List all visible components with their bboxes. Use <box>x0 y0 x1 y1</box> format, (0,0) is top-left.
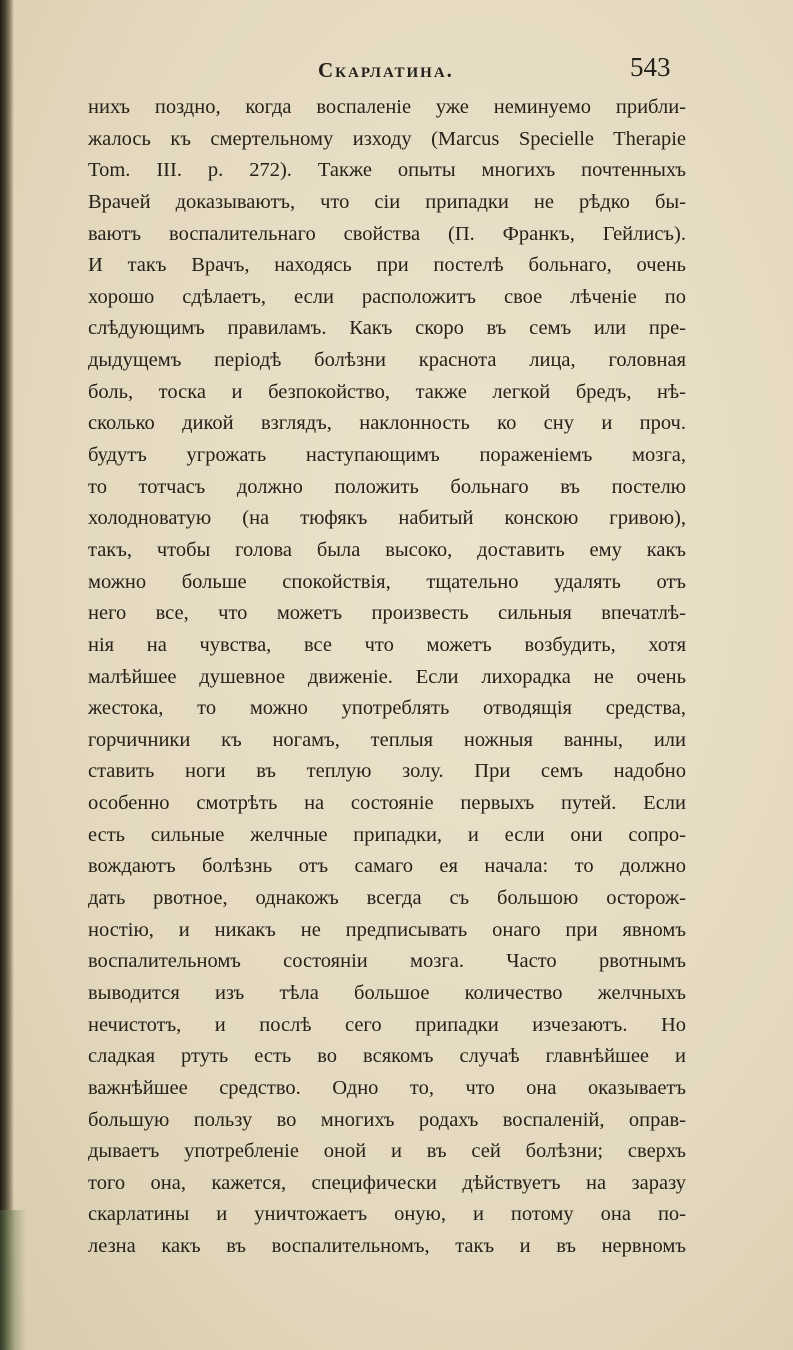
body-text <box>88 92 686 1263</box>
text-line: воспалительномъ состояніи мозга. Часто рвотнымъ <box>88 950 686 973</box>
text-line: ставить ноги въ теплую золу. При семъ надобно <box>88 760 686 783</box>
text-line: холодноватую (на тюфякъ набитый конскою гривою), <box>88 507 686 530</box>
text-line: вождаютъ болѣзнь отъ самаго ея начала: то должно <box>88 855 686 878</box>
text-line: малѣйшее душевное движеніе. Если лихорадка не очень <box>88 665 686 688</box>
text-line: большую пользу во многихъ родахъ воспаленій, оправ- <box>88 1108 686 1131</box>
text-line: нія на чувства, все что можетъ возбудить, хотя <box>88 633 686 656</box>
text-line: Врачей доказываютъ, что сіи припадки не рѣдко бы- <box>88 190 686 213</box>
text-line: особенно смотрѣть на состояніе первыхъ путей. Если <box>88 792 686 815</box>
text-line: лезна какъ въ воспалительномъ, такъ и въ нервномъ <box>88 1235 686 1258</box>
text-line: жалось къ смертельному изходу (Marcus Speсielle Therapie <box>88 127 686 150</box>
text-line: дыдущемъ періодѣ болѣзни краснота лица, головная <box>88 349 686 372</box>
page-number: 543 <box>630 52 671 82</box>
text-line: есть сильные желчные припадки, и если они сопро- <box>88 823 686 846</box>
text-line: то тотчасъ должно положить больнаго въ постелю <box>88 475 686 498</box>
text-line: нихъ поздно, когда воспаленіе уже неминуемо прибли- <box>88 96 686 118</box>
text-line: выводится изъ тѣла большое количество желчныхъ <box>88 981 686 1004</box>
text-line: дываетъ употребленіе оной и въ сей болѣзни; сверхъ <box>88 1140 686 1163</box>
text-line: такъ, чтобы голова была высоко, доставить ему какъ <box>88 538 686 561</box>
text-line: можно больше спокойствія, тщательно удалять отъ <box>88 570 686 593</box>
text-line: нечистотъ, и послѣ сего припадки изчезаютъ. Но <box>88 1013 686 1036</box>
text-line: Tom. III. p. 272). Также опыты многихъ почтенныхъ <box>88 159 686 182</box>
text-line: него все, что можетъ произвесть сильныя впечатлѣ- <box>88 602 686 625</box>
text-line: будутъ угрожать наступающимъ пораженіемъ мозга, <box>88 444 686 467</box>
text-line: хорошо сдѣлаетъ, если расположитъ свое лѣченіе по <box>88 285 686 308</box>
page-header <box>0 52 793 92</box>
text-line: горчичники къ ногамъ, теплыя ножныя ванны, или <box>88 728 686 751</box>
binding-stain <box>0 1210 26 1350</box>
text-line: жестока, то можно употреблять отводящія средства, <box>88 697 686 720</box>
text-line: И такъ Врачъ, находясь при постелѣ больнаго, очень <box>88 254 686 277</box>
text-line: ностію, и никакъ не предписывать онаго при явномъ <box>88 918 686 941</box>
binding-shadow <box>0 0 14 1350</box>
text-line: дать рвотное, однакожъ всегда съ большою осторож- <box>88 887 686 910</box>
text-line: боль, тоска и безпокойство, также легкой бредъ, нѣ- <box>88 380 686 403</box>
text-line: сладкая ртуть есть во всякомъ случаѣ главнѣйшее и <box>88 1045 686 1068</box>
text-line: слѣдующимъ правиламъ. Какъ скоро въ семъ или пре- <box>88 317 686 340</box>
text-line: сколько дикой взглядъ, наклонность ко сну и проч. <box>88 412 686 435</box>
running-title: Скарлатина. <box>318 58 454 82</box>
text-line: важнѣйшее средство. Одно то, что она оказываетъ <box>88 1076 686 1099</box>
text-line: скарлатины и уничтожаетъ оную, и потому она по- <box>88 1203 686 1226</box>
text-line: того она, кажется, специфически дѣйствуетъ на заразу <box>88 1171 686 1194</box>
text-line: ваютъ воспалительнаго свойства (П. Франкъ, Гейлисъ). <box>88 222 686 245</box>
